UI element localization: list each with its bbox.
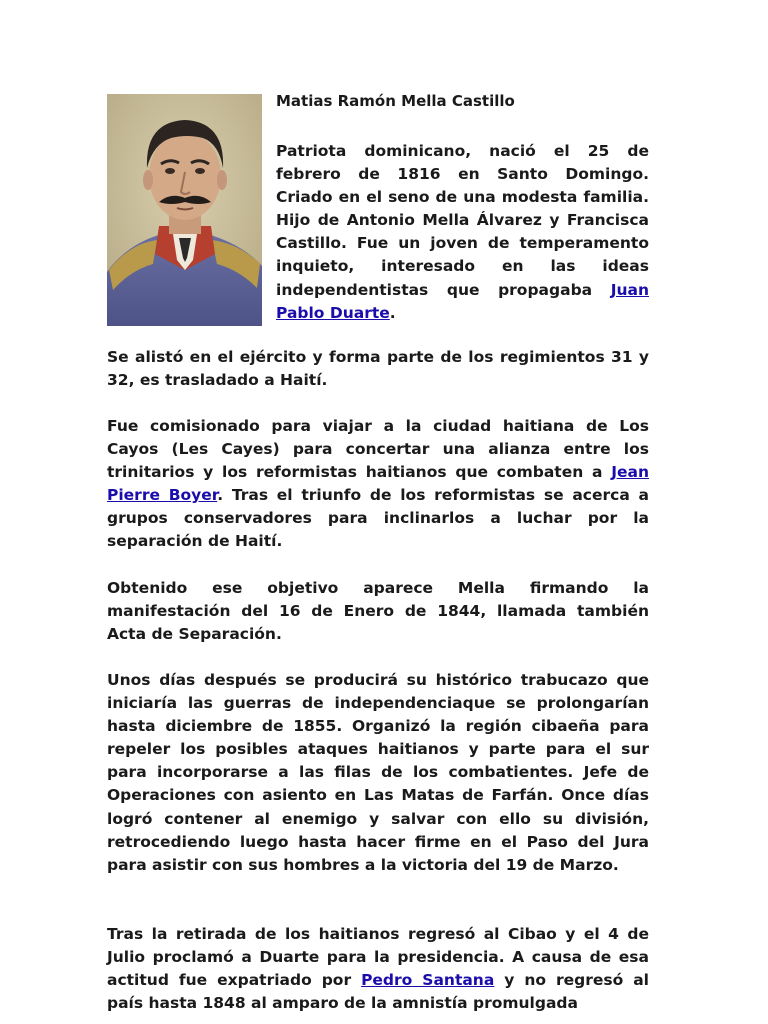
intro-text: Patriota dominicano, nació el 25 de febrero de 1816 en Santo Domingo. Criado en el seno de una modesta familia. Hijo de Antonio Mella Álvarez y Francisca Castillo. Fue un joven de temperamento inquieto, interesado en las ideas independentistas que propagaba [276,142,649,299]
paragraph-trabucazo: Unos días después se producirá su histórico trabucazo que iniciaría las guerras de independenciaque se prolongarían hasta diciembre de 1855. Organizó la región cibaeña para repeler los posibles ataques haitianos y parte para el sur para incorporarse a las filas de los combatientes. Jefe de Operaciones con asiento en Las Matas de Farfán. Once días logró contener al enemigo y salvar con ello su división, retrocediendo luego hasta hacer firme en el Paso del Jura para asistir con sus hombres a la victoria del 19 de Marzo. [107,671,649,874]
paragraph-retirada-text-end: y no regresó al país hasta 1848 al amparo de la amnistía promulgada [107,971,649,1013]
page-title: Matias Ramón Mella Castillo [276,92,515,110]
paragraph-comision-text: Fue comisionado para viajar a la ciudad haitiana de Los Cayos (Les Cayes) para concertar una alianza entre los trinitarios y los reformistas haitianos que combaten a [107,417,649,482]
paragraph-comision [107,415,649,554]
intro-paragraph [276,140,649,325]
paragraph-acta-separacion: Obtenido ese objetivo aparece Mella firmando la manifestación del 16 de Enero de 1844, llamada también Acta de Separación. [107,579,649,644]
link-pedro-santana[interactable]: Pedro Santana [361,971,495,990]
paragraph-alistamiento: Se alistó en el ejército y forma parte de los regimientos 31 y 32, es trasladado a Haití. [107,348,649,390]
portrait-image [107,94,262,326]
link-juan-pablo-duarte[interactable]: Juan Pablo Duarte [276,280,649,322]
link-jean-pierre-boyer[interactable]: Jean Pierre Boyer [107,463,649,505]
paragraph-retirada-text: Tras la retirada de los haitianos regresó al Cibao y el 4 de Julio proclamó a Duarte para la presidencia. A causa de esa actitud fue expatriado por [107,925,649,990]
intro-text-end: . [389,303,396,322]
portrait-illustration [107,94,262,326]
paragraph-retirada [107,923,649,1015]
paragraph-comision-text-end: . Tras el triunfo de los reformistas se acerca a grupos conservadores para inclinarlos a luchar por la separación de Haití. [107,486,649,551]
